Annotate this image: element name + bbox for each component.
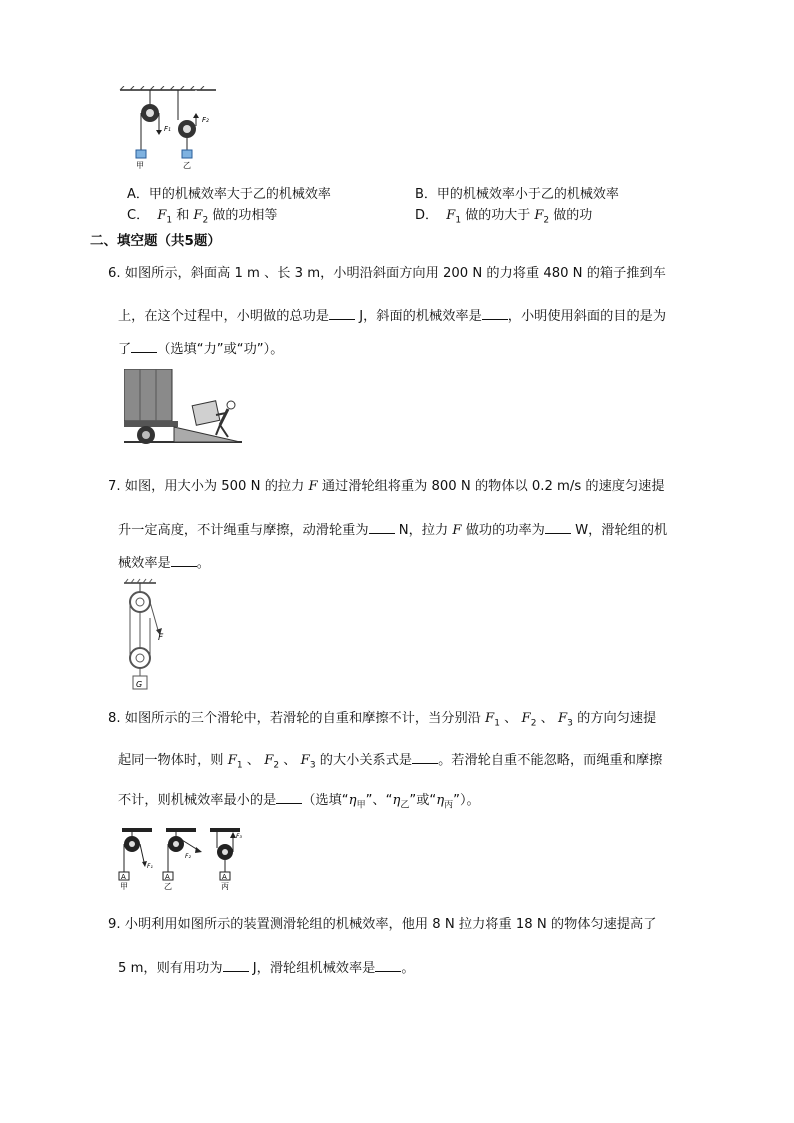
q8-fig-yi: 乙 — [164, 882, 172, 891]
q7-blank-3[interactable] — [171, 556, 197, 567]
q6-blank-3[interactable] — [131, 342, 157, 353]
section-title: 二、填空题（共5题） — [90, 233, 221, 249]
q8-fig-jia: 甲 — [120, 882, 128, 891]
svg-text:F₁: F₁ — [164, 125, 171, 133]
q8-line2: 起同一物体时，则 $F_1$ 、 $F_2$ 、 $F_3$ 的大小关系式是 。若滑轮自重不能忽略，而绳重和摩擦 — [118, 753, 663, 771]
q6-blank-1[interactable] — [329, 309, 355, 320]
q8-fig-bing: 丙 — [221, 882, 229, 891]
q7-line3: 械效率是 。 — [118, 556, 210, 571]
q9-line1: 9. 小明利用如图所示的装置测滑轮组的机械效率，他用 8 N 拉力将重 18 N 的物体匀速提高了 — [108, 917, 657, 932]
q7-line2: 升一定高度，不计绳重与摩擦，动滑轮重为 N，拉力 F 做功的功率为 W，滑轮组的机 — [118, 523, 668, 538]
q9-blank-2[interactable] — [375, 961, 401, 972]
q7-pulley-figure — [120, 578, 180, 693]
q7-line1: 7. 如图，用大小为 500 N 的拉力 F 通过滑轮组将重为 800 N 的物体以 0.2 m/s 的速度匀速提 — [108, 479, 665, 494]
q7-fig-F: F — [158, 633, 164, 643]
option-a[interactable]: A．甲的机械效率大于乙的机械效率 — [127, 187, 331, 202]
option-c[interactable]: C． $F_1$ 和 $F_2$ 做的功相等 — [127, 208, 278, 226]
q6-blank-2[interactable] — [482, 309, 508, 320]
q6-line2: 上，在这个过程中，小明做的总功是 J，斜面的机械效率是 ，小明使用斜面的目的是为 — [118, 309, 667, 324]
q8-line1: 8. 如图所示的三个滑轮中，若滑轮的自重和摩擦不计，当分别沿 $F_1$ 、 $F_2$ 、 $F_3$ 的方向匀速提 — [108, 711, 657, 729]
q9-line2: 5 m，则有用功为 J，滑轮组机械效率是 。 — [118, 961, 415, 976]
svg-text:F₃: F₃ — [236, 833, 242, 840]
q8-blank-1[interactable] — [412, 753, 438, 764]
q7-fig-G: G — [136, 680, 143, 689]
q8-line3: 不计，则机械效率最小的是 （选填“$\eta_甲$”、“$\eta_乙$”或“$\eta_丙$”）。 — [118, 793, 480, 811]
q8-three-pulleys-figure — [118, 826, 258, 892]
option-b[interactable]: B．甲的机械效率小于乙的机械效率 — [415, 187, 619, 202]
label-yi: 乙 — [183, 161, 191, 170]
svg-text:A: A — [165, 873, 170, 881]
q7-blank-2[interactable] — [545, 523, 571, 534]
svg-text:F₂: F₂ — [202, 116, 209, 124]
option-d[interactable]: D． $F_1$ 做的功大于 $F_2$ 做的功 — [415, 208, 593, 226]
svg-text:F₁: F₁ — [147, 863, 153, 870]
svg-text:F₂: F₂ — [185, 853, 191, 860]
q6-line3: 了 （选填“力”或“功”）。 — [118, 342, 284, 357]
label-jia: 甲 — [136, 161, 144, 170]
q8-blank-2[interactable] — [276, 793, 302, 804]
q7-blank-1[interactable] — [369, 523, 395, 534]
q6-incline-figure — [124, 369, 244, 447]
q5-pulley-figure — [116, 86, 220, 172]
q9-blank-1[interactable] — [223, 961, 249, 972]
svg-text:A: A — [121, 873, 126, 881]
q6-line1: 6. 如图所示，斜面高 1 m 、长 3 m，小明沿斜面方向用 200 N 的力将重 480 N 的箱子推到车 — [108, 266, 666, 281]
svg-text:A: A — [222, 873, 227, 881]
